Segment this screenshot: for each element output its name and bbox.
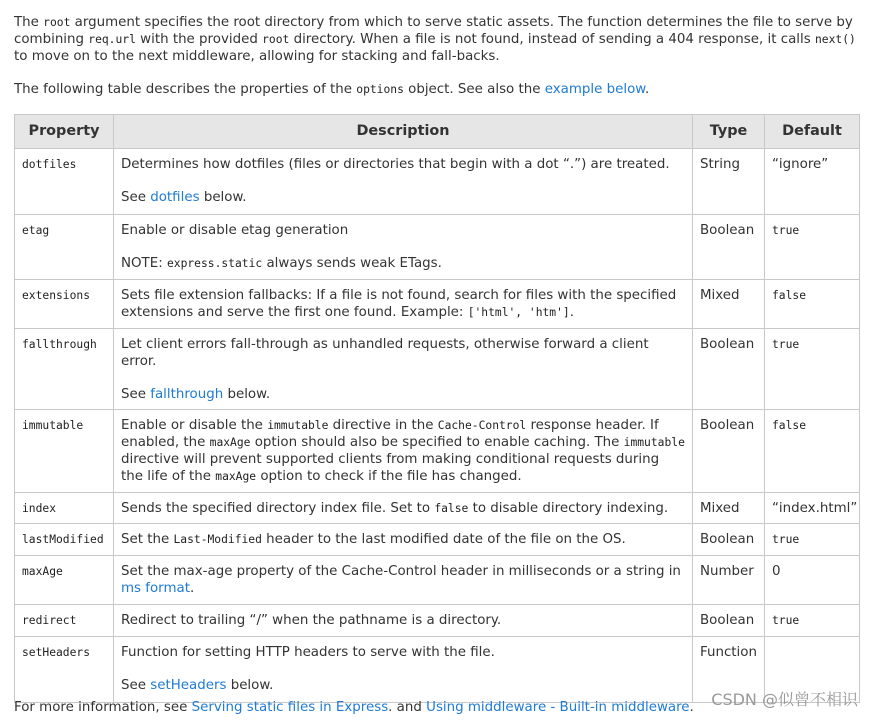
ms-format-link[interactable]: ms format xyxy=(121,581,190,596)
property-name: extensions xyxy=(22,289,91,302)
description-cell xyxy=(114,149,693,215)
type-cell: Boolean xyxy=(693,410,765,493)
default-value: true xyxy=(772,614,800,627)
text: with the provided xyxy=(135,32,263,47)
type-cell: Boolean xyxy=(693,605,765,637)
header-description: Description xyxy=(114,115,693,149)
description-cell xyxy=(114,556,693,605)
header-default: Default xyxy=(765,115,860,149)
text: directive will prevent supported clients from making conditional requests during the life of the xyxy=(121,452,660,484)
type-cell: Function xyxy=(693,637,765,703)
property-name: redirect xyxy=(22,614,77,627)
inline-code: maxAge xyxy=(209,436,251,449)
text: Enable or disable the xyxy=(121,418,268,433)
text: . xyxy=(569,305,574,320)
text: below. xyxy=(199,190,247,205)
inline-code: immutable xyxy=(267,419,329,432)
description-cell xyxy=(114,524,693,556)
description-text: Determines how dotfiles (files or directories that begin with a dot “.”) are treated. xyxy=(121,157,670,172)
text: See xyxy=(121,190,151,205)
text: below. xyxy=(223,387,271,402)
text: The following table describes the properties of the xyxy=(14,82,357,97)
description-cell: Redirect to trailing “/” when the pathname is a directory. xyxy=(114,605,693,637)
text: argument specifies the root directory from which to serve static assets. The function determines the file to serve by combining xyxy=(14,15,853,47)
default-cell xyxy=(765,280,860,329)
default-value: false xyxy=(772,289,807,302)
header-property: Property xyxy=(15,115,114,149)
inline-code: next() xyxy=(814,33,856,46)
default-cell xyxy=(765,410,860,493)
property-name: maxAge xyxy=(22,565,63,578)
text: object. See also the xyxy=(403,82,545,97)
text: Set the max-age property of the Cache-Control header in milliseconds or a string in xyxy=(121,564,681,579)
type-cell: String xyxy=(693,149,765,215)
text: always sends weak ETags. xyxy=(262,256,442,271)
property-name: immutable xyxy=(22,419,84,432)
header-type: Type xyxy=(693,115,765,149)
example-below-link[interactable]: example below xyxy=(544,82,646,97)
default-cell xyxy=(765,215,860,280)
text: . xyxy=(645,82,650,97)
inline-code: options xyxy=(356,83,404,96)
default-cell xyxy=(765,329,860,410)
table-intro-paragraph xyxy=(14,81,859,98)
inline-code: root xyxy=(262,33,290,46)
default-value: true xyxy=(772,533,800,546)
text: option to check if the file has changed. xyxy=(256,469,522,484)
description-cell xyxy=(114,493,693,524)
text: header to the last modified date of the file on the OS. xyxy=(261,532,626,547)
type-cell: Mixed xyxy=(693,493,765,524)
default-value: false xyxy=(772,419,807,432)
table-row-extensions xyxy=(15,280,860,329)
description-cell xyxy=(114,280,693,329)
table-header-row xyxy=(15,115,860,149)
setheaders-link[interactable]: setHeaders xyxy=(150,678,227,693)
default-cell xyxy=(765,524,860,556)
table-row-fallthrough xyxy=(15,329,860,410)
text: Set the xyxy=(121,532,174,547)
text: directory. When a file is not found, instead of sending a 404 response, it calls xyxy=(289,32,815,47)
using-middleware-link[interactable]: Using middleware - Built-in middleware xyxy=(426,700,690,715)
see-also xyxy=(121,677,685,694)
table-row-index xyxy=(15,493,860,524)
description-cell xyxy=(114,215,693,280)
inline-code: express.static xyxy=(166,257,263,270)
text: NOTE: xyxy=(121,256,167,271)
table-row-maxage xyxy=(15,556,860,605)
description-text: Enable or disable etag generation xyxy=(121,223,349,238)
text: directive in the xyxy=(328,418,438,433)
text: to disable directory indexing. xyxy=(468,501,669,516)
property-name: lastModified xyxy=(22,533,104,546)
description-cell xyxy=(114,637,693,703)
text: The xyxy=(14,15,44,30)
description-cell xyxy=(114,410,693,493)
inline-code: root xyxy=(43,16,71,29)
serving-static-files-link[interactable]: Serving static files in Express xyxy=(191,700,389,715)
property-name: setHeaders xyxy=(22,646,91,659)
property-name: fallthrough xyxy=(22,338,97,351)
footer-paragraph xyxy=(14,699,694,716)
text: For more information, see xyxy=(14,700,192,715)
text: See xyxy=(121,678,151,693)
property-name: dotfiles xyxy=(22,158,77,171)
table-row-immutable xyxy=(15,410,860,493)
fallthrough-link[interactable]: fallthrough xyxy=(150,387,224,402)
text: below. xyxy=(226,678,274,693)
inline-code: false xyxy=(434,502,469,515)
text: See xyxy=(121,387,151,402)
type-cell: Number xyxy=(693,556,765,605)
dotfiles-link[interactable]: dotfiles xyxy=(150,190,200,205)
default-cell xyxy=(765,605,860,637)
default-cell: “ignore” xyxy=(765,149,860,215)
text: . xyxy=(689,700,694,715)
table-row-etag xyxy=(15,215,860,280)
type-cell: Boolean xyxy=(693,215,765,280)
default-value: true xyxy=(772,224,800,237)
property-name: etag xyxy=(22,224,50,237)
inline-code: maxAge xyxy=(215,470,257,483)
inline-code: Last-Modified xyxy=(173,533,262,546)
default-cell: “index.html” xyxy=(765,493,860,524)
default-value: true xyxy=(772,338,800,351)
property-name: index xyxy=(22,502,57,515)
type-cell: Boolean xyxy=(693,524,765,556)
inline-code: Cache-Control xyxy=(437,419,527,432)
table-row-redirect xyxy=(15,605,860,637)
type-cell: Boolean xyxy=(693,329,765,410)
inline-code: ['html', 'htm'] xyxy=(467,306,570,319)
table-row-lastmodified xyxy=(15,524,860,556)
see-also xyxy=(121,386,685,403)
text: response header. If enabled, the xyxy=(121,418,659,450)
table-row-dotfiles xyxy=(15,149,860,215)
default-cell: 0 xyxy=(765,556,860,605)
text: Sends the specified directory index file. Set to xyxy=(121,501,435,516)
description-text: Sets file extension fallbacks: If a file is not found, search for files with the specified extensions and serve the first one found. Example: xyxy=(121,288,677,320)
type-cell: Mixed xyxy=(693,280,765,329)
see-also xyxy=(121,189,685,206)
description-text: Let client errors fall-through as unhandled requests, otherwise forward a client error. xyxy=(121,337,649,369)
text: option should also be specified to enable caching. The xyxy=(250,435,624,450)
note xyxy=(121,255,685,272)
text: to move on to the next middleware, allowing for stacking and fall-backs. xyxy=(14,49,500,64)
text: . xyxy=(189,581,195,596)
intro-paragraph xyxy=(14,14,859,65)
options-table xyxy=(14,114,860,703)
inline-code: req.url xyxy=(88,33,136,46)
description-cell xyxy=(114,329,693,410)
inline-code: immutable xyxy=(623,436,685,449)
description-text: Function for setting HTTP headers to serve with the file. xyxy=(121,645,495,660)
csdn-watermark: CSDN @似曾不相识 xyxy=(711,690,858,709)
text: . and xyxy=(388,700,427,715)
